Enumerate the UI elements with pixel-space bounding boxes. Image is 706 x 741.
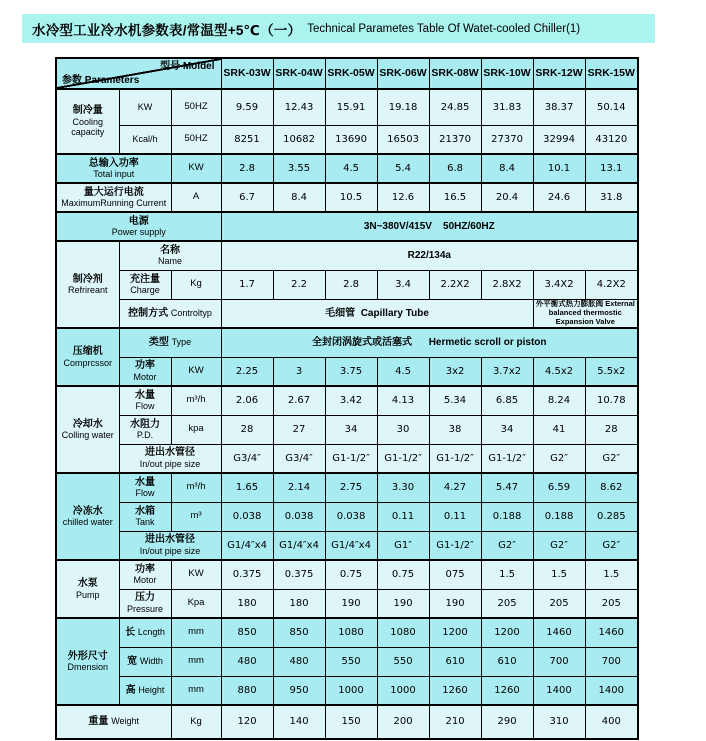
param-group-cell xyxy=(56,473,119,560)
label-en: Pump xyxy=(75,589,100,600)
label-en: In/out pipe size xyxy=(139,458,201,469)
table-row xyxy=(56,502,638,531)
value-cell: 5.34 xyxy=(429,386,481,415)
value-cell: 8.4 xyxy=(481,154,533,183)
label-zh: 类型 xyxy=(148,337,169,348)
value-cell: 700 xyxy=(585,647,638,676)
unit-cell: KW xyxy=(171,357,221,386)
value-cell: 120 xyxy=(221,705,273,739)
value-cell: 3 xyxy=(273,357,325,386)
model-header: SRK-15W xyxy=(585,58,638,89)
label-zh: 长 xyxy=(125,627,136,638)
value-cell: 210 xyxy=(429,705,481,739)
unit-cell: Kg xyxy=(171,705,221,739)
label-zh: 外形尺寸 xyxy=(67,650,108,662)
label-en: Refrireant xyxy=(67,285,108,296)
param-label-cell xyxy=(119,89,171,125)
label-zh: 进出水管径 xyxy=(145,534,196,546)
label-en: Pressure xyxy=(126,603,163,614)
table-row xyxy=(56,154,638,183)
label-zh: 制冷量 xyxy=(72,105,103,117)
label-zh: 重量 xyxy=(88,716,109,728)
table-row xyxy=(56,676,638,705)
value-cell: G3/4″ xyxy=(273,444,325,473)
value-cell: 0.75 xyxy=(377,560,429,589)
value-cell: 6.59 xyxy=(533,473,585,502)
value-cell: 24.85 xyxy=(429,89,481,125)
value-cell: 1.7 xyxy=(221,270,273,299)
unit-cell: A xyxy=(171,183,221,212)
param-group-cell xyxy=(56,386,119,473)
label-en: chilled water xyxy=(62,517,113,528)
label-en: Controltyp xyxy=(170,307,212,318)
value-cell: 50.14 xyxy=(585,89,638,125)
value-cell: 3.42 xyxy=(325,386,377,415)
param-group-cell xyxy=(56,328,119,386)
unit-cell: kpa xyxy=(171,415,221,444)
value-cell: 075 xyxy=(429,560,481,589)
value-cell: 32994 xyxy=(533,125,585,154)
value-cell: 4.13 xyxy=(377,386,429,415)
unit-cell: m³ xyxy=(171,502,221,531)
value-cell: 3x2 xyxy=(429,357,481,386)
unit-cell: mm xyxy=(171,647,221,676)
value-cell: 0.375 xyxy=(221,560,273,589)
unit-cell: Kpa xyxy=(171,589,221,618)
table-row xyxy=(56,212,638,241)
value-cell: 13.1 xyxy=(585,154,638,183)
value-cell: 0.375 xyxy=(273,560,325,589)
param-label-cell xyxy=(119,386,171,415)
unit-cell: mm xyxy=(171,618,221,647)
table-row xyxy=(56,386,638,415)
label-zh: 水阻力 xyxy=(130,418,160,430)
label-zh: 充注量 xyxy=(130,273,160,285)
value-cell: 700 xyxy=(533,647,585,676)
value-cell: G2″ xyxy=(533,531,585,560)
value-cell: 3.7x2 xyxy=(481,357,533,386)
value-cell: 200 xyxy=(377,705,429,739)
value-cell: 21370 xyxy=(429,125,481,154)
model-header: SRK-10W xyxy=(481,58,533,89)
param-label-cell xyxy=(119,270,171,299)
value-cell: 12.43 xyxy=(273,89,325,125)
value-cell: 外平衡式热力膨胀阀 External balanced thermostic Expansion Valve xyxy=(533,299,638,328)
param-label-cell xyxy=(119,241,221,270)
label-zh: 名称 xyxy=(160,244,181,256)
value-cell: 180 xyxy=(273,589,325,618)
value-cell: 31.83 xyxy=(481,89,533,125)
model-header: SRK-05W xyxy=(325,58,377,89)
unit-cell: 50HZ xyxy=(171,89,221,125)
value-cell: 0.285 xyxy=(585,502,638,531)
value-cell: 6.85 xyxy=(481,386,533,415)
param-label-cell xyxy=(119,618,171,647)
param-group-cell xyxy=(56,560,119,618)
table-row xyxy=(56,589,638,618)
value-cell: 5.47 xyxy=(481,473,533,502)
value-cell: G2″ xyxy=(585,444,638,473)
value-cell: 480 xyxy=(221,647,273,676)
value-cell: 180 xyxy=(221,589,273,618)
value-cell: 6.8 xyxy=(429,154,481,183)
unit-cell: mm xyxy=(171,676,221,705)
value-cell: 3N~380V/415V 50HZ/60HZ xyxy=(221,212,638,241)
value-cell: 2.8 xyxy=(221,154,273,183)
value-cell: 30 xyxy=(377,415,429,444)
value-cell: 610 xyxy=(429,647,481,676)
value-cell: 15.91 xyxy=(325,89,377,125)
param-label-cell xyxy=(119,125,171,154)
value-cell: 610 xyxy=(481,647,533,676)
value-cell: 1460 xyxy=(533,618,585,647)
value-cell: 0.11 xyxy=(377,502,429,531)
label-zh: 制冷剂 xyxy=(72,273,103,285)
value-cell: 3.4 xyxy=(377,270,429,299)
value-cell: 1260 xyxy=(481,676,533,705)
value-cell: 1.5 xyxy=(481,560,533,589)
value-cell: 205 xyxy=(533,589,585,618)
value-cell: 0.188 xyxy=(481,502,533,531)
label-zh: 冷冻水 xyxy=(72,505,103,517)
label-zh: 电源 xyxy=(128,215,149,227)
value-cell: G3/4″ xyxy=(221,444,273,473)
unit-cell: KW xyxy=(171,154,221,183)
param-label-cell xyxy=(119,589,171,618)
value-cell: 950 xyxy=(273,676,325,705)
label-en: Cooling capacity xyxy=(71,116,105,138)
table-row xyxy=(56,299,638,328)
value-cell: 2.75 xyxy=(325,473,377,502)
table-row xyxy=(56,647,638,676)
value-cell: 1.65 xyxy=(221,473,273,502)
value-cell: G2″ xyxy=(481,531,533,560)
value-cell: G1″ xyxy=(377,531,429,560)
page-title-zh: 水冷型工业冷水机参数表/常温型+5℃（一） xyxy=(32,22,302,38)
value-cell: 34 xyxy=(481,415,533,444)
table-row xyxy=(56,415,638,444)
value-cell: 480 xyxy=(273,647,325,676)
value-cell: 400 xyxy=(585,705,638,739)
value-cell: 190 xyxy=(429,589,481,618)
table-row xyxy=(56,531,638,560)
value-cell: 1080 xyxy=(325,618,377,647)
value-cell: 毛细管 Capillary Tube xyxy=(221,299,533,328)
model-header: SRK-06W xyxy=(377,58,429,89)
label-en: Charge xyxy=(130,285,160,296)
corner-model-label: 型号 Moldel xyxy=(160,61,215,72)
unit-cell: m³/h xyxy=(171,386,221,415)
table-body xyxy=(56,89,638,739)
value-cell: 4.5x2 xyxy=(533,357,585,386)
value-cell: 1.5 xyxy=(533,560,585,589)
value-cell: 20.4 xyxy=(481,183,533,212)
value-cell: 1000 xyxy=(377,676,429,705)
value-cell: 28 xyxy=(585,415,638,444)
spec-table xyxy=(55,57,639,740)
label-en: Flow xyxy=(135,488,155,499)
param-label-cell xyxy=(119,357,171,386)
label-en: Motor xyxy=(133,371,157,382)
value-cell: 2.06 xyxy=(221,386,273,415)
label-zh: 高 xyxy=(125,684,136,696)
param-label-cell xyxy=(119,647,171,676)
value-cell: 9.59 xyxy=(221,89,273,125)
corner-param-label: 参数 Parameters xyxy=(62,74,140,86)
value-cell: 190 xyxy=(377,589,429,618)
param-label-cell xyxy=(56,705,171,739)
value-cell: 4.2X2 xyxy=(585,270,638,299)
param-label-cell xyxy=(119,560,171,589)
label-en: Kcal/h xyxy=(132,134,158,145)
label-zh: 宽 xyxy=(127,655,138,667)
value-cell: 8.24 xyxy=(533,386,585,415)
label-zh: 水量 xyxy=(135,476,155,488)
label-en: MaximumRunning Current xyxy=(61,198,167,209)
label-en: Lcngth xyxy=(137,627,165,637)
value-cell: 2.2 xyxy=(273,270,325,299)
value-cell: 3.75 xyxy=(325,357,377,386)
label-zh: 压缩机 xyxy=(72,346,103,358)
label-zh: 进出水管径 xyxy=(145,447,196,459)
label-zh: 总输入功率 xyxy=(88,157,139,169)
table-row xyxy=(56,328,638,357)
value-cell: 13690 xyxy=(325,125,377,154)
value-cell: 8.4 xyxy=(273,183,325,212)
table-row xyxy=(56,125,638,154)
value-cell: 1260 xyxy=(429,676,481,705)
value-cell: 2.25 xyxy=(221,357,273,386)
param-label-cell xyxy=(119,444,221,473)
value-cell: 850 xyxy=(273,618,325,647)
value-cell: 4.27 xyxy=(429,473,481,502)
value-cell: 190 xyxy=(325,589,377,618)
table-row xyxy=(56,618,638,647)
label-en: Weight xyxy=(111,716,140,727)
value-cell: 19.18 xyxy=(377,89,429,125)
param-label-cell xyxy=(119,473,171,502)
value-cell: 8.62 xyxy=(585,473,638,502)
label-en: Name xyxy=(158,256,183,267)
value-cell: 0.11 xyxy=(429,502,481,531)
param-label-cell xyxy=(56,154,171,183)
value-cell: 1.5 xyxy=(585,560,638,589)
value-cell: 28 xyxy=(221,415,273,444)
value-cell: 0.038 xyxy=(221,502,273,531)
param-label-cell xyxy=(119,676,171,705)
label-en: Flow xyxy=(135,401,155,412)
header-row xyxy=(56,58,638,89)
value-cell: 16.5 xyxy=(429,183,481,212)
value-cell: 0.188 xyxy=(533,502,585,531)
value-cell: 3.55 xyxy=(273,154,325,183)
param-group-cell xyxy=(56,241,119,328)
value-cell: 24.6 xyxy=(533,183,585,212)
value-cell: 1080 xyxy=(377,618,429,647)
param-label-cell xyxy=(56,183,171,212)
param-group-cell xyxy=(56,89,119,154)
unit-cell: 50HZ xyxy=(171,125,221,154)
param-group-cell xyxy=(56,618,119,705)
value-cell: 3.4X2 xyxy=(533,270,585,299)
value-cell: 140 xyxy=(273,705,325,739)
value-cell: 205 xyxy=(585,589,638,618)
value-cell: G1/4″x4 xyxy=(273,531,325,560)
value-cell: 150 xyxy=(325,705,377,739)
value-cell: 38 xyxy=(429,415,481,444)
value-cell: 4.5 xyxy=(325,154,377,183)
model-header: SRK-04W xyxy=(273,58,325,89)
label-en: Dmension xyxy=(67,662,109,673)
table-row xyxy=(56,241,638,270)
label-en: Comprcssor xyxy=(63,357,112,368)
label-en: Power supply xyxy=(111,227,166,238)
value-cell: G1/4″x4 xyxy=(221,531,273,560)
label-zh: 功率 xyxy=(135,563,155,575)
value-cell: 12.6 xyxy=(377,183,429,212)
value-cell: 38.37 xyxy=(533,89,585,125)
value-cell: 1200 xyxy=(481,618,533,647)
table-row xyxy=(56,473,638,502)
label-en: KW xyxy=(137,102,153,113)
label-zh: 压力 xyxy=(135,592,155,604)
value-cell: G1-1/2″ xyxy=(429,444,481,473)
value-cell: 2.8 xyxy=(325,270,377,299)
label-zh: 冷却水 xyxy=(72,418,103,430)
unit-cell: KW xyxy=(171,560,221,589)
value-cell: 34 xyxy=(325,415,377,444)
label-en: In/out pipe size xyxy=(139,545,201,556)
value-cell: R22/134a xyxy=(221,241,638,270)
value-cell: 10.78 xyxy=(585,386,638,415)
value-cell: 550 xyxy=(377,647,429,676)
value-cell: 31.8 xyxy=(585,183,638,212)
label-en: Type xyxy=(171,337,192,347)
value-cell: 27 xyxy=(273,415,325,444)
table-row xyxy=(56,270,638,299)
value-cell: G2″ xyxy=(533,444,585,473)
value-cell: 2.67 xyxy=(273,386,325,415)
value-cell: 10.5 xyxy=(325,183,377,212)
label-en: Colling water xyxy=(61,430,114,441)
param-label-cell xyxy=(56,212,221,241)
value-cell: 550 xyxy=(325,647,377,676)
param-label-cell xyxy=(119,502,171,531)
value-cell: 850 xyxy=(221,618,273,647)
value-cell: 5.4 xyxy=(377,154,429,183)
value-cell: 41 xyxy=(533,415,585,444)
unit-cell: m³/h xyxy=(171,473,221,502)
param-label-cell xyxy=(119,299,221,328)
value-cell: 205 xyxy=(481,589,533,618)
value-cell: 0.75 xyxy=(325,560,377,589)
model-header: SRK-12W xyxy=(533,58,585,89)
label-en: Width xyxy=(139,655,163,666)
value-cell: 1200 xyxy=(429,618,481,647)
label-zh: 水箱 xyxy=(135,505,155,517)
value-cell: 5.5x2 xyxy=(585,357,638,386)
value-cell: G1-1/2″ xyxy=(429,531,481,560)
value-cell: G1/4″x4 xyxy=(325,531,377,560)
unit-cell: Kg xyxy=(171,270,221,299)
value-cell: G1-1/2″ xyxy=(377,444,429,473)
table-row xyxy=(56,357,638,386)
value-cell: 8251 xyxy=(221,125,273,154)
value-cell: 0.038 xyxy=(273,502,325,531)
model-header: SRK-03W xyxy=(221,58,273,89)
value-cell: 10.1 xyxy=(533,154,585,183)
label-en: Height xyxy=(138,684,165,695)
value-cell: 880 xyxy=(221,676,273,705)
param-label-cell xyxy=(119,531,221,560)
label-zh: 功率 xyxy=(135,360,155,372)
value-cell: 290 xyxy=(481,705,533,739)
label-en: P.D. xyxy=(136,430,154,441)
corner-cell xyxy=(56,58,221,89)
value-cell: G2″ xyxy=(585,531,638,560)
value-cell: 27370 xyxy=(481,125,533,154)
table-row xyxy=(56,560,638,589)
value-cell: 全封闭涡旋式或活塞式 Hermetic scroll or piston xyxy=(221,328,638,357)
value-cell: 2.2X2 xyxy=(429,270,481,299)
label-en: Total input xyxy=(93,169,135,180)
table-row xyxy=(56,183,638,212)
value-cell: 43120 xyxy=(585,125,638,154)
param-label-cell xyxy=(119,415,171,444)
value-cell: 2.14 xyxy=(273,473,325,502)
page-title-en: Technical Parametes Table Of Watet-cooled Chiller(1) xyxy=(307,22,581,35)
value-cell: 4.5 xyxy=(377,357,429,386)
table-row xyxy=(56,705,638,739)
label-en: Motor xyxy=(133,575,157,586)
table-row xyxy=(56,444,638,473)
value-cell: 10682 xyxy=(273,125,325,154)
value-cell: 1400 xyxy=(533,676,585,705)
value-cell: 310 xyxy=(533,705,585,739)
value-cell: 1460 xyxy=(585,618,638,647)
table-row xyxy=(56,89,638,125)
value-cell: 2.8X2 xyxy=(481,270,533,299)
model-header: SRK-08W xyxy=(429,58,481,89)
label-zh: 控制方式 xyxy=(128,307,169,319)
label-zh: 水量 xyxy=(135,389,155,401)
value-cell: 1000 xyxy=(325,676,377,705)
value-cell: G1-1/2″ xyxy=(481,444,533,473)
value-cell: 6.7 xyxy=(221,183,273,212)
value-cell: 3.30 xyxy=(377,473,429,502)
value-cell: G1-1/2″ xyxy=(325,444,377,473)
label-zh: 水泵 xyxy=(77,578,98,590)
value-cell: 1400 xyxy=(585,676,638,705)
value-cell: 16503 xyxy=(377,125,429,154)
title-bar xyxy=(22,14,655,43)
value-cell: 0.038 xyxy=(325,502,377,531)
param-label-cell xyxy=(119,328,221,357)
label-en: Tank xyxy=(135,517,155,528)
label-zh: 量大运行电流 xyxy=(83,186,144,198)
